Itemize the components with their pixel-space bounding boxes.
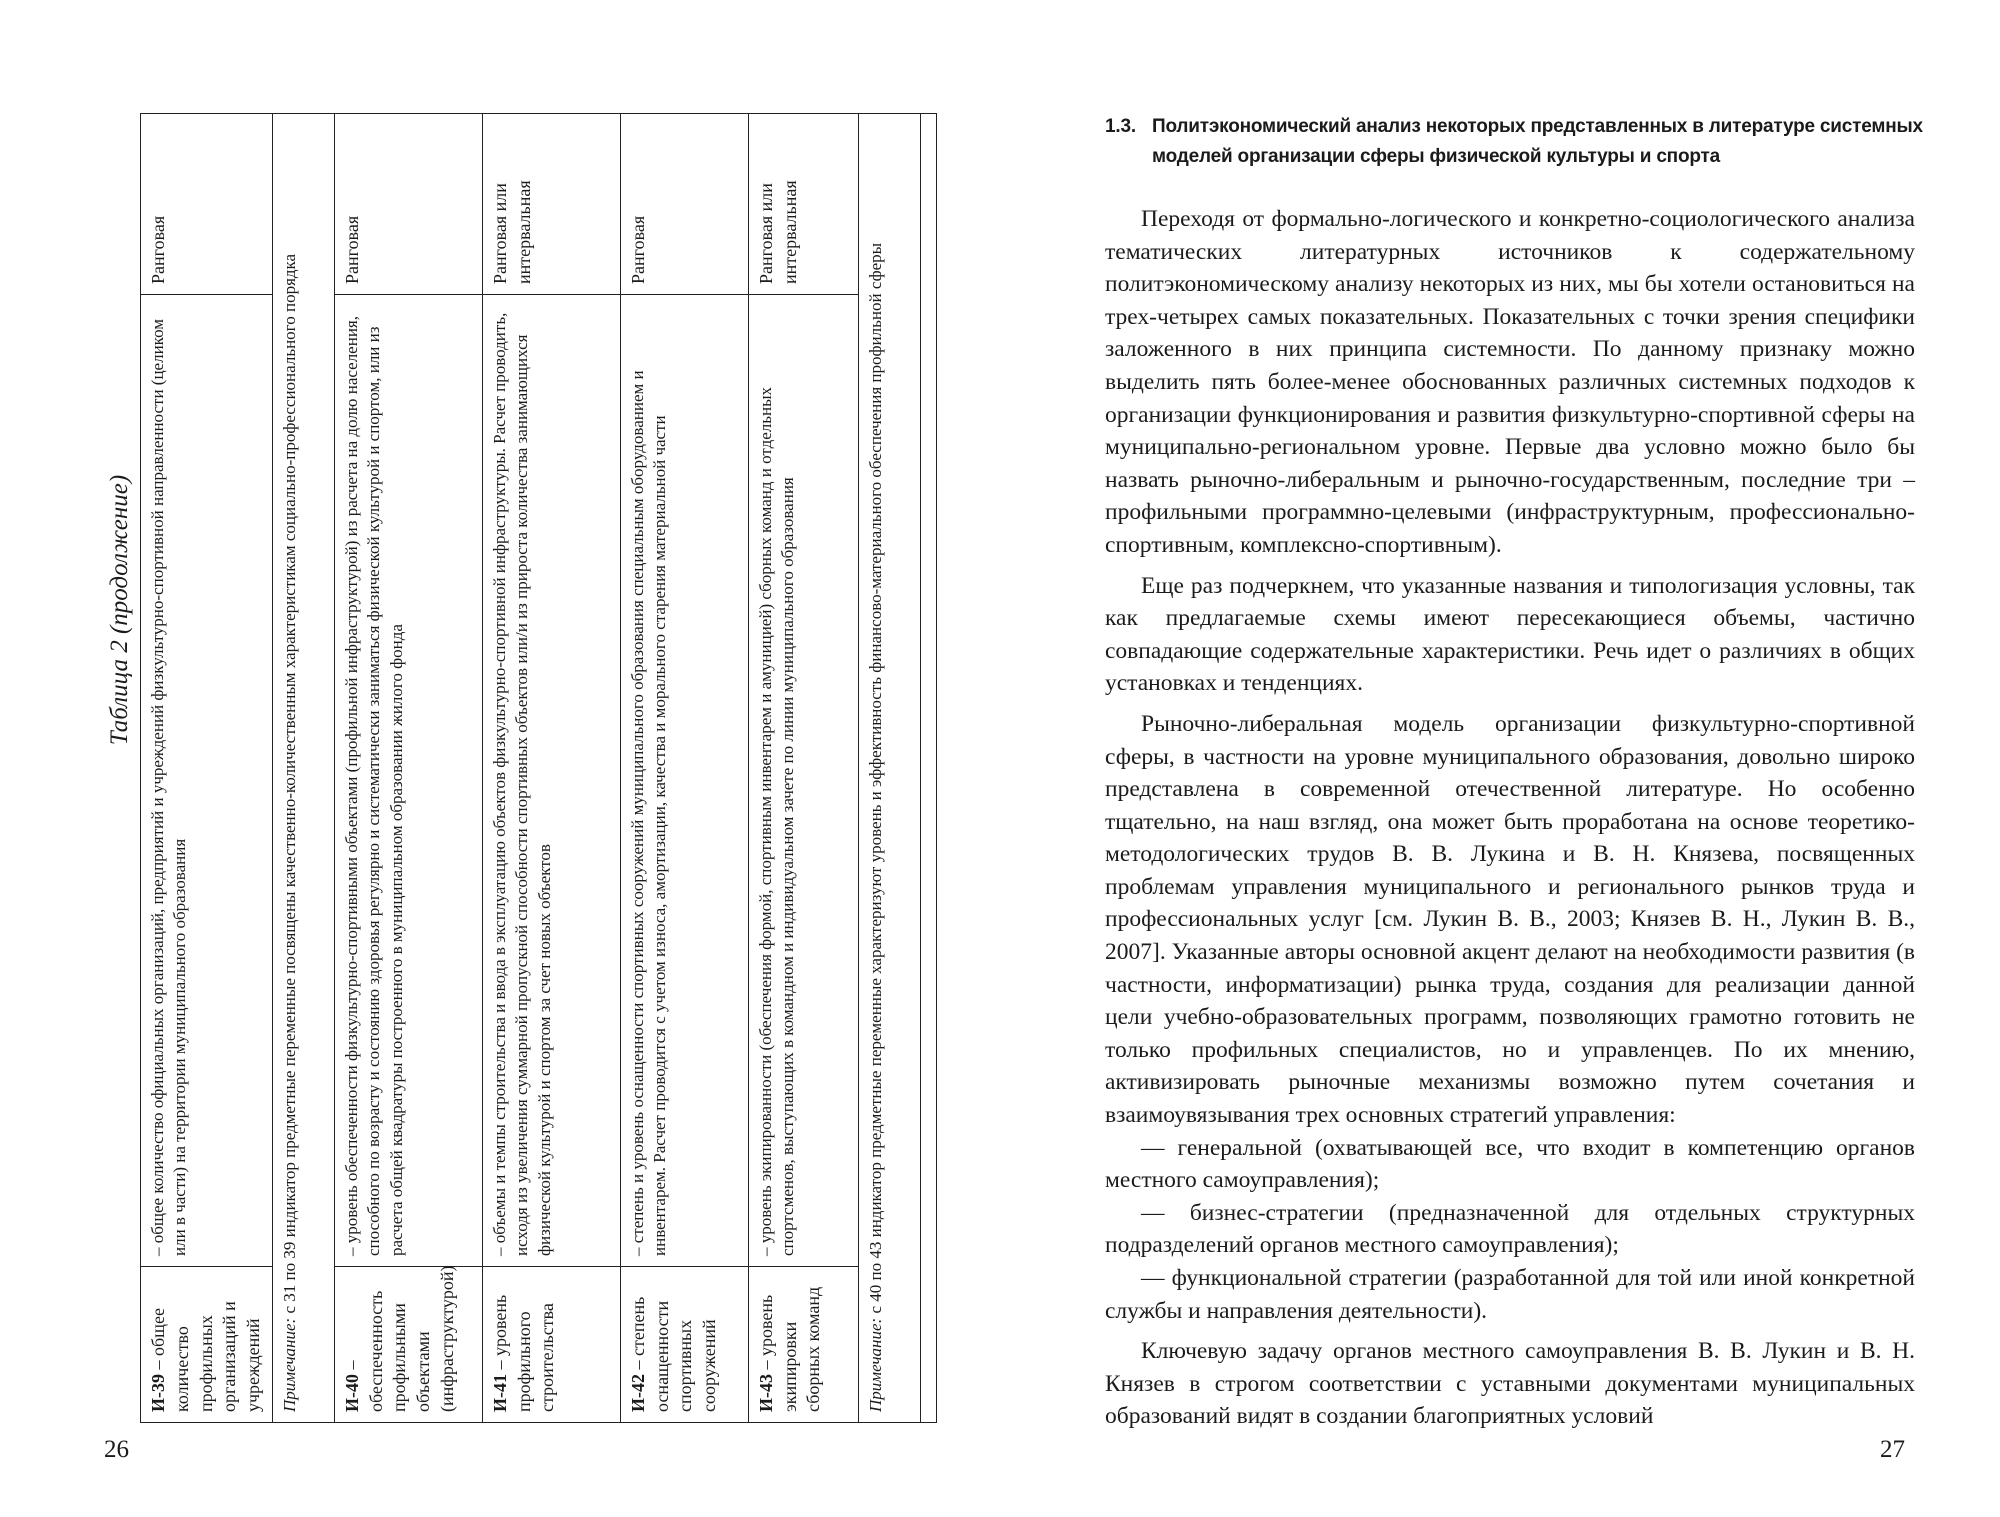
table-row-empty — [920, 114, 936, 1423]
paragraph: Еще раз подчеркнем, что указанные названия и типологизация условны, так как предлагаемые схемы имеют пересекающиеся объемы, частично совпадающие содержательные характеристики. Речь идет о различиях в общих установках и тенденциях. — [1105, 572, 1915, 697]
table-row-note-1 — [272, 114, 334, 1423]
note-cell — [272, 114, 334, 1423]
section-heading — [1105, 112, 1935, 172]
note-text: с 40 по 43 индикатор предметные переменные характеризуют уровень и эффективность финансово-материального обеспечения профильной сферы — [865, 242, 885, 1318]
indicator-code: И-40 — [341, 1374, 362, 1412]
note-label: Примечание: — [865, 1317, 885, 1412]
indicator-name-cell — [141, 1267, 273, 1423]
indicator-name: – степень оснащенности спортивных сооружений — [627, 1296, 719, 1412]
list-item: — функциональной стратегии (разработанной для той или иной конкретной службы и направления деятельности). — [1105, 1265, 1915, 1324]
indicator-name: – уровень экипировки сборных команд — [755, 1286, 824, 1412]
list-item: — бизнес-стратегии (предназначенной для отдельных структурных подразделений органов местного самоуправления); — [1105, 1199, 1915, 1259]
indicator-name-cell — [620, 1267, 748, 1423]
table-row-i42 — [620, 114, 748, 1423]
indicator-scale: Ранговая — [141, 114, 273, 295]
note-text: с 31 по 39 индикатор предметные переменные посвящены качественно-количественным характеристикам социально-профессионального порядка — [279, 253, 299, 1318]
indicator-description: – общее количество официальных организаций, предприятий и учреждений физкультурно-спортивной направленности (целиком или в части) на территории муниципального образования — [141, 295, 273, 1267]
indicator-name: – уровень профильного строительства — [489, 1294, 558, 1412]
indicator-code: И-41 — [489, 1374, 510, 1412]
indicator-name-cell — [482, 1267, 620, 1423]
rotated-table-container — [140, 113, 937, 1423]
paragraph: Переходя от формально-логического и конкретно-социологического анализа тематических литературных источников к содержательному политэкономическому анализу некоторых из них, мы бы хотели остановиться на трех-четырех самых показательных. Показательных с точки зрения специфики заложенного в них принципа системности. По данному признаку можно выделить пять более-менее обоснованных различных системных подходов к организации функционирования и развития физкультурно-спортивной сферы на муниципально-региональном уровне. Первые два условно можно было бы назвать рыночно-либеральным и рыночно-государственным, последние три – профильными программно-целевыми (инфраструктурным, профессионально-спортивным, комплексно-спортивным). — [1105, 206, 1915, 558]
table-title-wrap — [100, 100, 140, 1120]
table-row-i43 — [748, 114, 858, 1423]
empty-cell — [920, 114, 936, 1423]
page-number: 27 — [1880, 1436, 1905, 1463]
table-row-i41 — [482, 114, 620, 1423]
note-label: Примечание: — [279, 1317, 299, 1412]
indicator-code: И-39 — [148, 1374, 168, 1412]
indicator-name-cell — [334, 1267, 482, 1423]
list-item: — генеральной (охватывающей все, что входит в компетенцию органов местного самоуправления); — [1105, 1134, 1915, 1194]
section-title: Политэкономический анализ некоторых представленных в литературе системных моделей организации сферы физической культуры и спорта — [1152, 116, 1923, 167]
table-row-i40 — [334, 114, 482, 1423]
indicator-scale: Ранговая — [334, 114, 482, 295]
note-cell — [858, 114, 920, 1423]
indicator-name: – общее количество профильных организаций и учреждений — [148, 1301, 263, 1412]
rotated-table-frame — [140, 113, 937, 1423]
indicator-scale: Ранговая — [620, 114, 748, 295]
indicator-code: И-42 — [627, 1374, 648, 1412]
section-number: 1.3. — [1105, 116, 1136, 137]
indicator-description: – уровень обеспеченности физкультурно-спортивными объектами (профильной инфраструктурой) из расчета на долю населения, способного по возрасту и состоянию здоровья регулярно и систематически заниматься физической культурой и спортом, или из расчета общей квадратуры построенного в муниципальном образовании жилого фонда — [334, 295, 482, 1267]
indicator-description: – уровень экипированности (обеспечения формой, спортивным инвентарем и амуницией) сборных команд и отдельных спортсменов, выступающих в командном и индивидуальном зачете по линии муниципального образования — [748, 295, 858, 1267]
paragraph: Рыночно-либеральная модель организации физкультурно-спортивной сферы, в частности на уровне муниципального образования, довольно широко представлена в современной отечественной литературе. Но особенно тщательно, на наш взгляд, она может быть проработана на основе теоретико-методологических трудов В. В. Лукина и В. Н. Князева, посвященных проблемам управления муниципального и регионального рынков труда и профессиональных услуг [см. Лукин В. В., 2003; Князев В. Н., Лукин В. В., 2007]. Указанные авторы основной акцент делают на необходимости развития (в частности, информатизации) рынка труда, создания для реализации данной цели учебно-образовательных программ, позволяющих грамотно готовить не только профильных специалистов, но и управленцев. По их мнению, активизировать рыночные механизмы возможно путем сочетания и взаимоувязывания трех основных стратегий управления: — [1105, 710, 1915, 1129]
page-number: 26 — [104, 1436, 129, 1463]
table-row-note-2 — [858, 114, 920, 1423]
indicator-description: – степень и уровень оснащенности спортивных сооружений муниципального образования специальным оборудованием и инвентарем. Расчет проводится с учетом износа, амортизации, качества и морального старения материальной части — [620, 295, 748, 1267]
indicator-name: – обеспеченность профильными объектами (инфраструктурой) — [341, 1265, 457, 1412]
indicator-scale: Ранговая или интервальная — [748, 114, 858, 295]
table-title: Таблица 2 (продолжение) — [106, 474, 133, 746]
paragraph: Ключевую задачу органов местного самоуправления В. В. Лукин и В. Н. Князев в строгом соответствии с уставными документами муниципальных образований видят в создании благоприятных условий — [1105, 1338, 1915, 1430]
table-row-i39 — [141, 114, 273, 1423]
body-text — [1105, 203, 1915, 1433]
indicator-description: – объемы и темпы строительства и ввода в эксплуатацию объектов физкультурно-спортивной инфраструктуры. Расчет проводить, исходя из увеличения суммарной пропускной способности спортивных объектов или/и из прироста количества занимающихся физической культурой и спортом за счет новых объектов — [482, 295, 620, 1267]
indicator-name-cell — [748, 1267, 858, 1423]
indicator-table — [140, 113, 937, 1423]
indicator-scale: Ранговая или интервальная — [482, 114, 620, 295]
indicator-code: И-43 — [755, 1374, 776, 1412]
